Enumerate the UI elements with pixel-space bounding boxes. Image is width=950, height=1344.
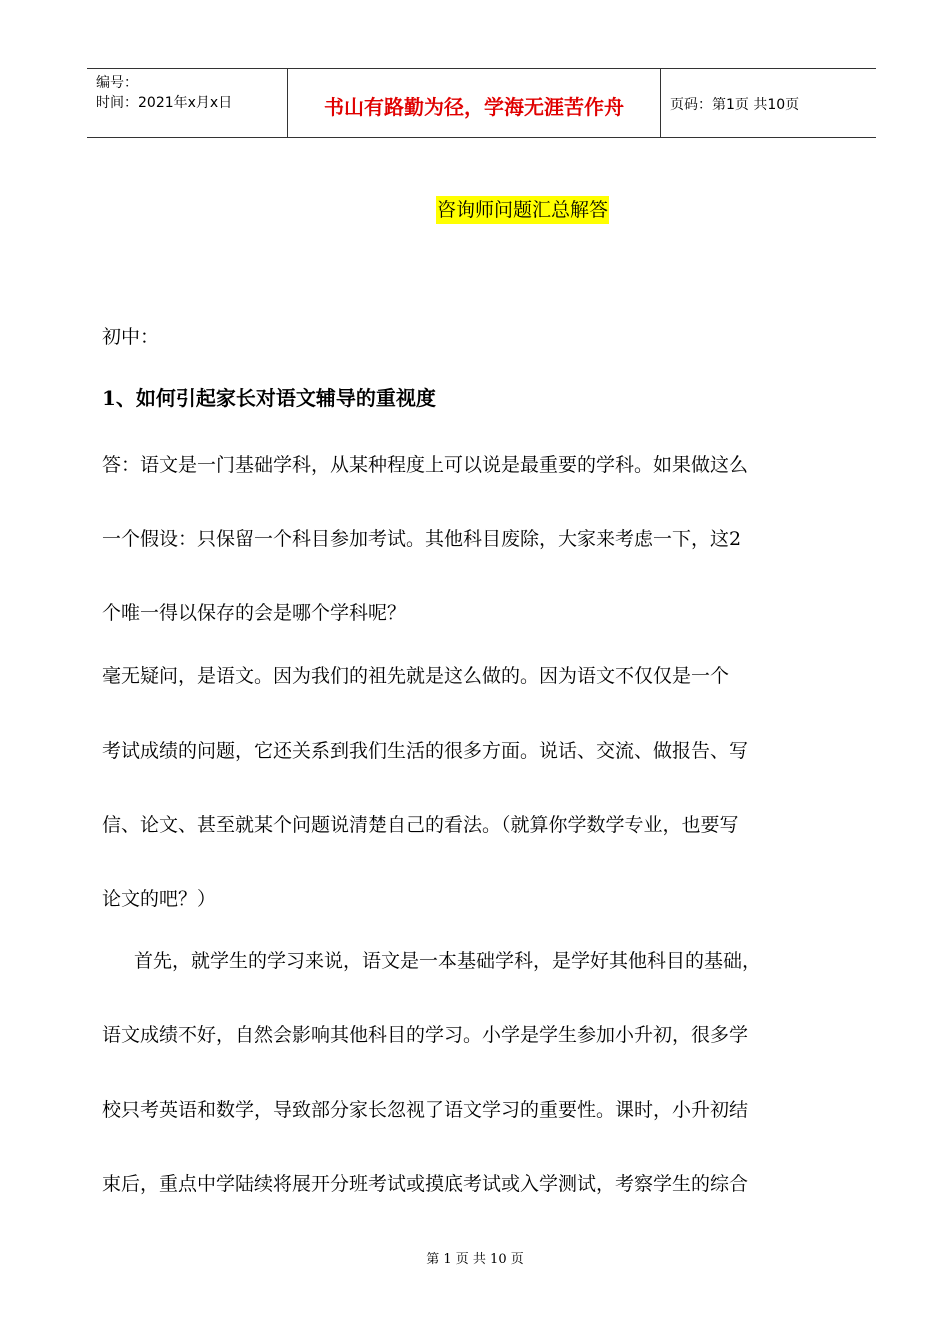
section-label: 初中： — [102, 326, 160, 348]
header-motto: 书山有路勤为径，学海无涯苦作舟 — [324, 95, 624, 119]
document-number-label: 编号： — [96, 75, 138, 91]
paragraph-line: 语文成绩不好，自然会影响其他科目的学习。小学是学生参加小升初，很多学 — [102, 1024, 749, 1046]
paragraph-line: 考试成绩的问题，它还关系到我们生活的很多方面。说话、交流、做报告、写 — [102, 740, 749, 762]
page-footer: 第 1 页 共 10 页 — [426, 1252, 524, 1267]
question-heading: 1、如何引起家长对语文辅导的重视度 — [102, 386, 436, 410]
document-time-label: 时间：2021年x月x日 — [96, 95, 233, 111]
header-page-info: 页码：第1页 共10页 — [670, 97, 800, 113]
paragraph-line: 首先，就学生的学习来说，语文是一本基础学科，是学好其他科目的基础， — [134, 950, 762, 972]
header-divider-right — [660, 69, 661, 137]
paragraph-line: 校只考英语和数学，导致部分家长忽视了语文学习的重要性。课时，小升初结 — [102, 1099, 749, 1121]
paragraph-line: 答：语文是一门基础学科，从某种程度上可以说是最重要的学科。如果做这么 — [102, 454, 749, 476]
paragraph-line: 论文的吧？） — [102, 888, 217, 910]
paragraph-line: 信、论文、甚至就某个问题说清楚自己的看法。（就算你学数学专业，也要写 — [102, 814, 739, 836]
document-title: 咨询师问题汇总解答 — [436, 196, 609, 224]
paragraph-line: 个唯一得以保存的会是哪个学科呢？ — [102, 602, 407, 624]
paragraph-line: 一个假设：只保留一个科目参加考试。其他科目废除，大家来考虑一下，这2 — [102, 528, 742, 550]
paragraph-line: 毫无疑问，是语文。因为我们的祖先就是这么做的。因为语文不仅仅是一个 — [102, 665, 730, 687]
paragraph-line: 束后，重点中学陆续将展开分班考试或摸底考试或入学测试，考察学生的综合 — [102, 1173, 749, 1195]
